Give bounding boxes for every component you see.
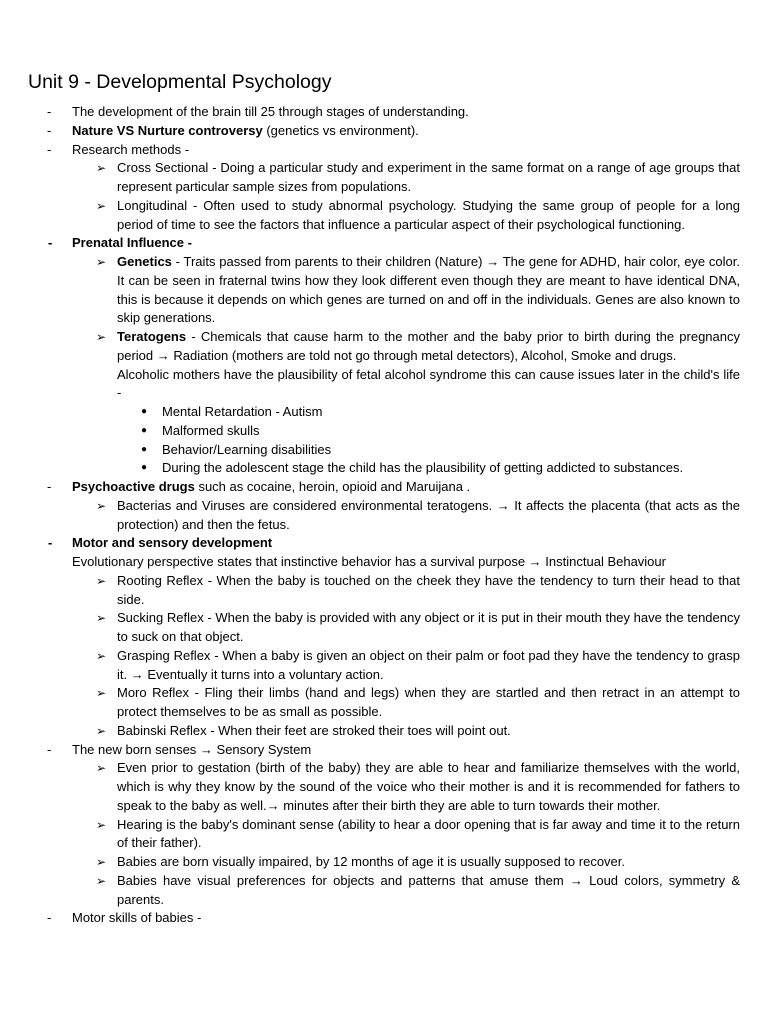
list-item-psychoactive-drugs (0, 478, 740, 497)
arrow-bullet-icon: ➢ (96, 573, 107, 588)
paragraph-alcoholic-mothers: Alcoholic mothers have the plausibility of fetal alcohol syndrome this can cause issues later in the child's life - (117, 366, 740, 401)
list-item-newborn-senses (0, 741, 740, 760)
list-item-research-methods (0, 141, 740, 160)
list-item-motor-skills (0, 909, 740, 928)
sub-item-gestation (0, 759, 740, 815)
paragraph-evolutionary: Evolutionary perspective states that instinctive behavior has a survival purpose → Instinctual Behaviour (72, 554, 666, 569)
bullet-dot-icon: ● (141, 443, 148, 455)
bold-term: Psychoactive drugs (72, 479, 195, 494)
dash-marker: - (48, 235, 53, 251)
list-item-text: (genetics vs environment). (262, 122, 419, 138)
sub-item-text: Longitudinal - Often used to study abnormal psychology. Studying the same group of people for a long period of time to see the factors that influence a particular aspect of their psychological functioning. (117, 197, 740, 232)
arrow-bullet-icon: ➢ (96, 723, 107, 738)
arrow-bullet-icon: ➢ (96, 498, 107, 513)
list-item-text: The development of the brain till 25 through stages of understanding. (72, 104, 469, 119)
bold-heading: Prenatal Influence - (72, 235, 192, 251)
sub-item-visually-impaired (0, 853, 740, 872)
dash-marker: - (47, 141, 52, 157)
arrow-bullet-icon: ➢ (96, 648, 107, 663)
bullet-item-skulls (0, 422, 740, 441)
notes-outline (0, 103, 768, 928)
sub-item-text: - Chemicals that cause harm to the mother and the baby prior to birth during the pregnancy period → Radiation (mothers are told not go through metal detectors), Alcohol, Smoke and drugs. (117, 329, 740, 363)
bold-heading: Motor and sensory development (72, 535, 273, 551)
list-item-text: such as cocaine, heroin, opioid and Maruijana . (194, 479, 471, 494)
dash-marker: - (48, 535, 53, 551)
sub-item-text: Sucking Reflex - When the baby is provided with any object or it is put in their mouth they have the tendency to suck on that object. (117, 610, 740, 644)
bullet-text: Malformed skulls (162, 422, 260, 438)
dash-marker: - (47, 910, 52, 926)
arrow-bullet-icon: ➢ (96, 255, 107, 269)
arrow-bullet-icon: ➢ (96, 817, 107, 832)
sub-item-bacteria (0, 497, 740, 535)
sub-item-genetics (0, 253, 740, 328)
sub-item-text: Moro Reflex - Fling their limbs (hand and legs) when they are startled and then retract in an attempt to protect themselves to be as small as possible. (117, 685, 740, 719)
bullet-item-retardation (0, 403, 740, 422)
sub-item-moro-reflex (0, 684, 740, 722)
sub-item-text: Grasping Reflex - When a baby is given an object on their palm or foot pad they have the tendency to grasp it. → Eventually it turns into a voluntary action. (117, 647, 740, 682)
sub-item-hearing (0, 816, 740, 854)
bullet-text: Mental Retardation - Autism (162, 404, 323, 419)
sub-item-text: Rooting Reflex - When the baby is touched on the cheek they have the tendency to turn their head to that side. (117, 572, 740, 607)
arrow-bullet-icon: ➢ (96, 855, 107, 869)
bullet-dot-icon: ● (141, 424, 148, 436)
sub-item-rooting-reflex (0, 572, 740, 610)
sub-item-babinski-reflex (0, 722, 740, 741)
dash-marker: - (47, 479, 52, 494)
bullet-item-adolescent (0, 459, 740, 478)
bold-term: Nature VS Nurture controversy (72, 122, 263, 138)
list-item-prenatal-influence (0, 234, 740, 253)
arrow-bullet-icon: ➢ (96, 198, 107, 213)
bold-term: Teratogens (117, 329, 187, 344)
sub-item-text: Even prior to gestation (birth of the baby) they are able to hear and familiarize themselves with the world, which is why they know by the sound of the voice who their mother is and it is recommended for fathers to speak to the baby as well.→ minutes after their birth they are able to turn towards their mother. (117, 760, 740, 813)
arrow-bullet-icon: ➢ (96, 611, 107, 626)
arrow-bullet-icon: ➢ (96, 873, 107, 888)
sub-item-grasping-reflex (0, 647, 740, 685)
sub-item-text: Bacterias and Viruses are considered environmental teratogens. → It affects the placenta (that acts as the protection) and then the fetus. (117, 497, 740, 532)
sub-item-text: Babinski Reflex - When their feet are stroked their toes will point out. (117, 722, 511, 738)
dash-marker: - (47, 104, 52, 119)
dash-marker: - (47, 122, 52, 138)
list-item-text: Research methods - (72, 141, 190, 157)
sub-item-text: Babies are born visually impaired, by 12 months of age it is usually supposed to recover. (117, 854, 625, 869)
page-title: Unit 9 - Developmental Psychology (28, 71, 332, 93)
arrow-bullet-icon: ➢ (96, 161, 107, 176)
list-item-brain-development (0, 103, 740, 122)
sub-item-visual-preferences (0, 872, 740, 910)
bullet-text: Behavior/Learning disabilities (162, 441, 332, 457)
sub-item-text: Cross Sectional - Doing a particular study and experiment in the same format on a range of age groups that represent particular sample sizes from populations. (117, 160, 740, 194)
list-item-text: Motor skills of babies - (72, 910, 202, 926)
bullet-dot-icon: ● (141, 462, 148, 474)
list-item-text: The new born senses → Sensory System (72, 741, 312, 757)
sub-item-text: Babies have visual preferences for objects and patterns that amuse them → Loud colors, symmetry & parents. (117, 872, 740, 907)
list-item-nature-vs-nurture (0, 122, 740, 141)
dash-marker: - (47, 741, 52, 757)
sub-item-text: Hearing is the baby's dominant sense (ability to hear a door opening that is far away and time it to the return of their father). (117, 816, 740, 851)
sub-item-sucking-reflex (0, 609, 740, 647)
bullet-item-disabilities (0, 441, 740, 460)
arrow-bullet-icon: ➢ (96, 686, 107, 701)
arrow-bullet-icon: ➢ (96, 761, 107, 776)
sub-item-text: - Traits passed from parents to their children (Nature) → The gene for ADHD, hair color, eye color. It can be seen in fraternal twins how they look different even though they are meant to have identical DNA, this is because it depends on which genes are turned on and off in the individuals. Genes are also known to skip generations. (117, 254, 740, 326)
bullet-text: During the adolescent stage the child has the plausibility of getting addicted to substances. (162, 460, 684, 476)
list-item-motor-sensory (0, 534, 740, 553)
arrow-bullet-icon: ➢ (96, 330, 107, 344)
sub-item-cross-sectional (0, 159, 740, 197)
bullet-dot-icon: ● (141, 406, 148, 417)
sub-item-longitudinal (0, 197, 740, 235)
bold-term: Genetics (117, 254, 172, 269)
sub-item-teratogens (0, 328, 740, 366)
